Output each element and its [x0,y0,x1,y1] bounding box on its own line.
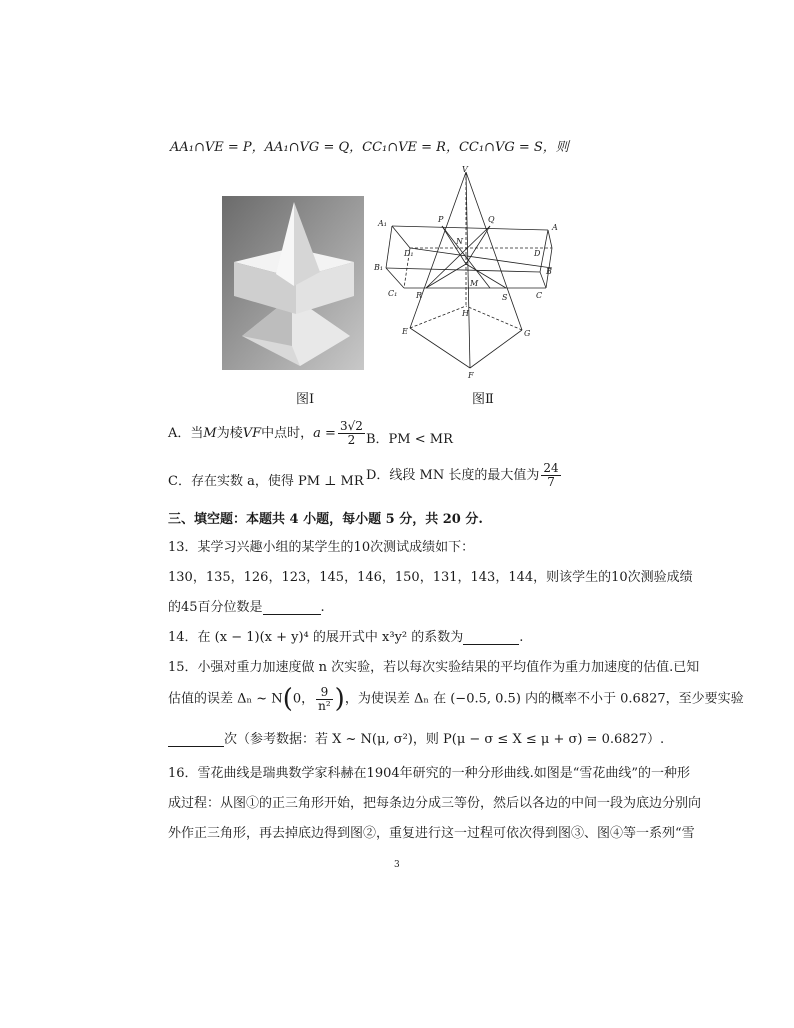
label-H: H [462,309,469,318]
label-C1: C₁ [388,289,398,298]
figure-1-caption: 图Ⅰ [296,392,315,407]
q13-answer-blank[interactable] [263,602,321,615]
option-b: B．PM < MR [366,432,453,447]
q16-line1: 16．雪花曲线是瑞典数学家科赫在1904年研究的一种分形曲线.如图是“雪花曲线”的一种形 [168,766,691,781]
label-R: R [416,291,423,300]
label-N: N [456,237,463,246]
label-D: D [534,249,541,258]
q16-line3: 外作正三角形，再去掉底边得到图②，重复进行这一过程可依次得到图③、图④等一系列“雪 [168,826,695,841]
q13-line1: 13．某学习兴趣小组的某学生的10次测试成绩如下： [168,540,475,555]
q15-line3: 次（参考数据：若 X ~ N(μ, σ²)，则 P(μ − σ ≤ X ≤ μ + σ) = 0.6827）. [168,728,664,747]
label-A: A [552,223,558,232]
option-d: D．线段 MN 长度的最大值为 $\frac{24}{7}$ [366,461,559,489]
figure-2-caption: 图Ⅱ [472,392,494,407]
page-number: 3 [394,860,400,870]
label-P: P [438,215,444,224]
q14-line: 14．在 (x − 1)(x + y)⁴ 的展开式中 x³y² 的系数为 . [168,630,524,645]
option-a: A．当M为棱VF中点时，a = $\frac{3√2}{2}$ [168,419,363,447]
figure-1-photo [222,196,364,370]
q14-answer-blank[interactable] [463,632,519,645]
label-C: C [536,291,543,300]
label-M: M [470,279,479,288]
label-B1: B₁ [374,263,384,272]
q13-line3: 的45百分位数是 . [168,600,325,615]
label-Q: Q [488,215,495,224]
q15-line1: 15．小强对重力加速度做 n 次实验，若以每次实验结果的平均值作为重力加速度的估值.已知 [168,660,700,675]
section-3-heading: 三、填空题：本题共 4 小题，每小题 5 分，共 20 分. [168,512,483,527]
q15-line2: 估值的误差 Δₙ ~ N(0， $\frac{9}{\text{n²}}$ )，为使误差 Δₙ 在 (−0.5, 0.5) 内的概率不小于 0.6827，至少要实验 [168,684,744,714]
q13-line2: 130，135，126，123，145，146，150，131，143，144，则该学生的10次测验成绩 [168,570,693,585]
label-D1: D₁ [404,249,414,258]
option-c: C．存在实数 a，使得 PM ⊥ MR [168,474,364,489]
figure-2-diagram [370,164,570,380]
intersections-line: AA₁∩VE = P，AA₁∩VG = Q，CC₁∩VE = R，CC₁∩VG = S，则 [170,140,569,155]
label-A1: A₁ [378,219,387,228]
label-E: E [402,327,408,336]
label-S: S [502,293,508,302]
q16-line2: 成过程：从图①的正三角形开始，把每条边分成三等份，然后以各边的中间一段为底边分别向 [168,796,702,811]
label-B: B [546,267,552,276]
q15-answer-blank[interactable] [168,734,224,747]
label-G: G [524,329,531,338]
label-F: F [468,371,474,380]
label-V: V [462,165,468,174]
